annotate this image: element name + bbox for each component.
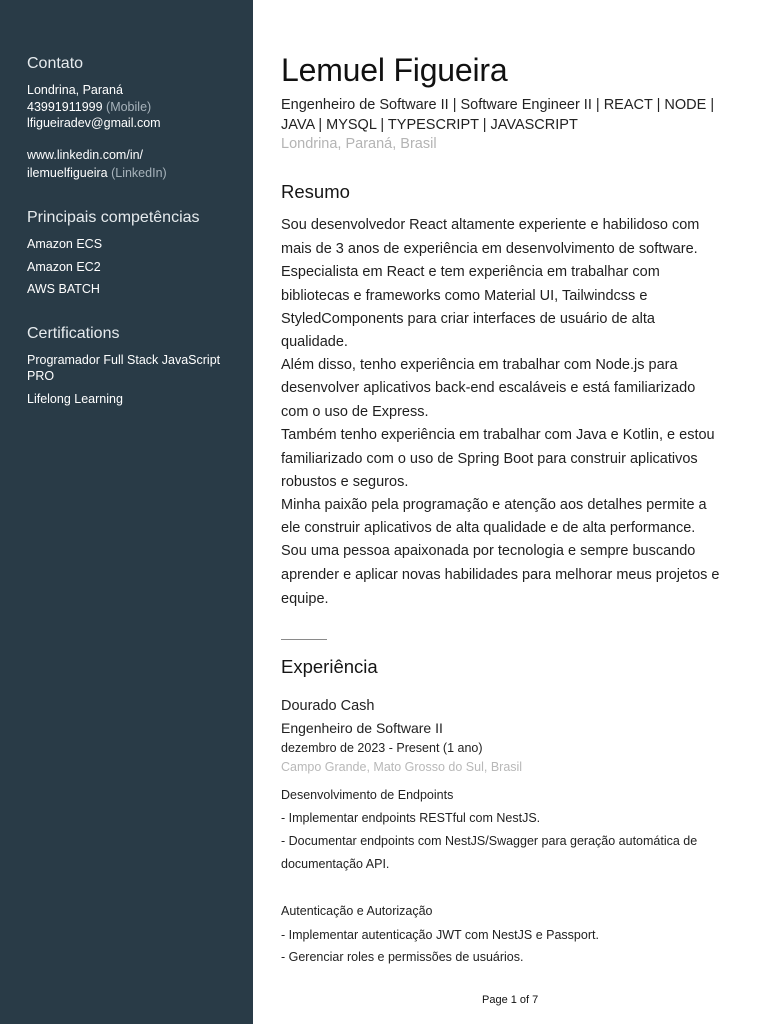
experience-bullet: - Gerenciar roles e permissões de usuários. (281, 950, 524, 964)
experience-bullet: - Implementar endpoints RESTful com NestJS. (281, 811, 541, 825)
summary-line: com o uso de Express. (281, 404, 429, 420)
experience-company: Dourado Cash (281, 698, 375, 714)
summary-line: Também tenho experiência em trabalhar com Java e Kotlin, e estou (281, 427, 715, 443)
summary-heading: Resumo (281, 181, 350, 202)
summary-line: equipe. (281, 591, 329, 607)
experience-location: Campo Grande, Mato Grosso do Sul, Brasil (281, 760, 523, 774)
contact-linkedin-line (27, 166, 167, 180)
summary-line: Minha paixão pela programação e atenção aos detalhes permite a (281, 497, 707, 513)
experience-block-title: Autenticação e Autorização (281, 904, 433, 918)
skills-heading: Principais competências (27, 209, 200, 226)
section-divider (281, 639, 327, 640)
experience-block-title: Desenvolvimento de Endpoints (281, 788, 454, 802)
certification-item: Lifelong Learning (27, 392, 123, 406)
certification-item-line1: Programador Full Stack JavaScript (27, 353, 221, 367)
summary-line: Sou uma pessoa apaixonada por tecnologia e sempre buscando (281, 543, 696, 559)
experience-bullet: - Documentar endpoints com NestJS/Swagger para geração automática de (281, 834, 698, 848)
contact-phone-note: (Mobile) (106, 100, 152, 114)
summary-line: aprender e aplicar novas habilidades para melhorar meus projetos e (281, 567, 720, 583)
summary-line: StyledComponents para criar interfaces de usuário de alta (281, 311, 655, 327)
skill-item: Amazon EC2 (27, 260, 101, 274)
summary-line: Sou desenvolvedor React altamente experiente e habilidoso com (281, 217, 700, 233)
contact-phone-line (27, 100, 151, 114)
contact-heading: Contato (27, 55, 84, 72)
summary-line: Especialista em React e tem experiência em trabalhar com (281, 264, 660, 280)
experience-dates: dezembro de 2023 - Present (1 ano) (281, 741, 483, 755)
skill-item: Amazon ECS (27, 237, 103, 251)
summary-line: desenvolver aplicativos back-end escaláveis e está familiarizado (281, 380, 696, 396)
contact-email[interactable]: lfigueiradev@gmail.com (27, 116, 161, 130)
skill-item: AWS BATCH (27, 282, 100, 296)
page-number: Page 1 of 7 (482, 994, 539, 1006)
summary-line: bibliotecas e frameworks como Material UI, Tailwindcss e (281, 288, 648, 304)
headline-line1: Engenheiro de Software II | Software Engineer II | REACT | NODE | (281, 97, 715, 113)
summary-line: qualidade. (281, 334, 348, 350)
summary-line: ele construir aplicativos de alta qualidade e de alta performance. (281, 520, 696, 536)
contact-phone[interactable]: 43991911999 (27, 100, 103, 114)
summary-line: familiarizado com o uso de Spring Boot para construir aplicativos (281, 451, 698, 467)
experience-bullet: documentação API. (281, 857, 390, 871)
certifications-heading: Certifications (27, 325, 120, 342)
main-content (253, 0, 768, 1024)
contact-linkedin-note: (LinkedIn) (111, 166, 167, 180)
profile-name: Lemuel Figueira (281, 52, 508, 88)
experience-role: Engenheiro de Software II (281, 720, 443, 736)
summary-line: Além disso, tenho experiência em trabalhar com Node.js para (281, 357, 678, 373)
summary-line: mais de 3 anos de experiência em desenvolvimento de software. (281, 241, 698, 257)
certification-item-line2: PRO (27, 369, 55, 383)
experience-bullet: - Implementar autenticação JWT com NestJS e Passport. (281, 928, 599, 942)
contact-location: Londrina, Paraná (27, 83, 123, 97)
sidebar (0, 0, 253, 1024)
contact-linkedin-handle[interactable]: ilemuelfigueira (27, 166, 108, 180)
headline-line2: JAVA | MYSQL | TYPESCRIPT | JAVASCRIPT (281, 117, 578, 133)
summary-line: robustos e seguros. (281, 474, 409, 490)
experience-heading: Experiência (281, 656, 378, 677)
header-location: Londrina, Paraná, Brasil (281, 136, 437, 152)
contact-linkedin-url[interactable]: www.linkedin.com/in/ (27, 148, 144, 162)
